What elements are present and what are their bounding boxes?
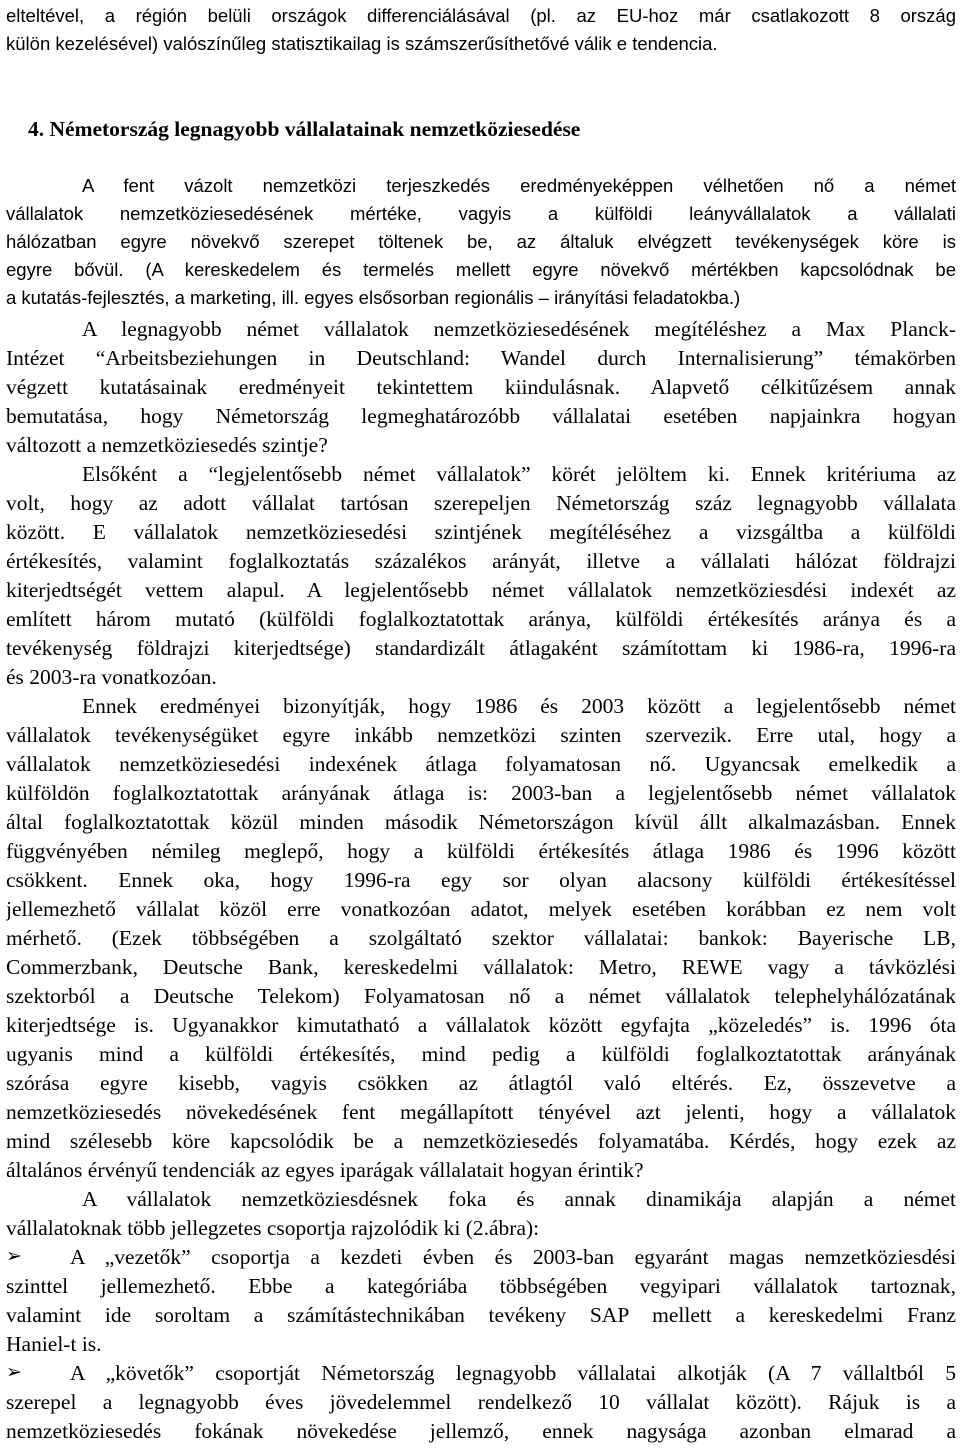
list-item-line: valamint ide soroltam a számítástechnikában tevékeny SAP mellett a kereskedelmi Franz (6, 1303, 956, 1327)
text-line: között. E vállalatok nemzetköziesedési szintjének megítéléséhez a vizsgáltba a külföldi (6, 520, 956, 544)
text-line: a kutatás-fejlesztés, a marketing, ill. egyes elsősorban regionális – irányítási feladatokba.) (6, 287, 741, 308)
text-line: Intézet “Arbeitsbeziehungen in Deutschland: Wandel durch Internalisierung” témakörben (6, 346, 956, 370)
text-line: mind szélesebb köre kapcsolódik be a nemzetköziesedés folyamatába. Kérdés, hogy ezek az (6, 1129, 956, 1153)
text-line: általános érvényű tendenciák az egyes iparágak vállalatait hogyan érintik? (6, 1158, 644, 1182)
text-line: hálózatban egyre növekvő szerepet töltenek be, az általuk elvégzett tevékenységek köre is (6, 231, 956, 252)
section-heading: 4. Németország legnagyobb vállalatainak nemzetköziesedése (28, 117, 581, 141)
text-line: szórása egyre kisebb, vagyis csökken az átlagtól való eltérés. Ez, összevetve a (6, 1071, 956, 1095)
text-line: külföldön foglalkoztatottak arányának átlaga is: 2003-ban a legjelentősebb német vállalatok (6, 781, 956, 805)
text-line: függvényében némileg meglepő, hogy a külföldi értékesítés átlaga 1986 és 1996 között (6, 839, 956, 863)
text-line: Commerzbank, Deutsche Bank, kereskedelmi vállalatok: Metro, REWE vagy a távközlési (6, 955, 956, 979)
list-item-line: szerepel a legnagyobb éves jövedelemmel rendelkező 10 vállalat között). Rájuk is a (6, 1390, 956, 1414)
text-line: egyre bővül. (A kereskedelem és termelés mellett egyre növekvő mértékben kapcsolódnak be (6, 259, 956, 280)
text-line: vállalatok nemzetköziesedési indexének átlaga folyamatosan nő. Ugyancsak emelkedik a (6, 752, 956, 776)
text-line: vállalatok nemzetköziesedésének mértéke, vagyis a külföldi leányvállalatok a vállalati (6, 203, 956, 224)
text-line: által foglalkoztatottak közül minden második Németországon kívül állt alkalmazásban. Ennek (6, 810, 956, 834)
text-line: tevékenység földrajzi kiterjedtsége) standardizált átlagaként számítottam ki 1986-ra, 1996-ra (6, 636, 956, 660)
text-line: ugyanis mind a külföldi értékesítés, mind pedig a külföldi foglalkoztatottak arányának (6, 1042, 956, 1066)
text-line: mérhető. (Ezek többségében a szolgáltató szektor vállalatai: bankok: Bayerische LB, (6, 926, 956, 950)
text-line: említett három mutató (külföldi foglalkoztatottak aránya, külföldi értékesítés aránya és a (6, 607, 956, 631)
bullet-arrow-icon: ➢ (6, 1361, 22, 1383)
text-line: A legnagyobb német vállalatok nemzetköziesedésének megítéléshez a Max Planck- (82, 317, 956, 341)
text-line: Ennek eredményei bizonyítják, hogy 1986 és 2003 között a legjelentősebb német (82, 694, 956, 718)
bullet-arrow-icon: ➢ (6, 1245, 22, 1267)
text-line: változott a nemzetköziesedés szintje? (6, 433, 328, 457)
text-line: vállalatoknak több jellegzetes csoportja rajzolódik ki (2.ábra): (6, 1216, 540, 1240)
text-line: csökkent. Ennek oka, hogy 1996-ra egy sor olyan alacsony külföldi értékesítéssel (6, 868, 956, 892)
text-line: külön kezelésével) valószínűleg statisztikailag is számszerűsíthetővé válik e tendencia. (6, 33, 718, 54)
list-item-line: A „vezetők” csoportja a kezdeti évben és 2003-ban egyaránt magas nemzetköziesdési (70, 1245, 956, 1269)
list-item-line: A „követők” csoportját Németország legnagyobb vállalatai alkotják (A 7 vállaltból 5 (70, 1361, 956, 1385)
text-line: kiterjedtségét vettem alapul. A legjelentősebb német vállalatok nemzetköziesdési indexét az (6, 578, 956, 602)
text-line: értékesítés, valamint foglalkoztatás százalékos arányát, illetve a vállalati hálózat földrajzi (6, 549, 956, 573)
text-line: szektorból a Deutsche Telekom) Folyamatosan nő a német vállalatok telephelyhálózatának (6, 984, 956, 1008)
list-item-line: Haniel-t is. (6, 1332, 102, 1356)
text-line: és 2003-ra vonatkozóan. (6, 665, 217, 689)
list-item-line: nemzetköziesedés fokának növekedése jellemző, ennek nagysága azonban elmarad a (6, 1419, 956, 1443)
text-line: nemzetköziesedés növekedésének fent megállapított tényével azt jelenti, hogy a vállalatok (6, 1100, 956, 1124)
list-item-line: szinttel jellemezhető. Ebbe a kategóriába többségében vegyipari vállalatok tartoznak, (6, 1274, 956, 1298)
text-line: jellemezhető vállalat közöl erre vonatkozóan adatot, melyek esetében korábban ez nem volt (6, 897, 956, 921)
text-line: vállalatok tevékenységüket egyre inkább nemzetközi szinten szervezik. Erre utal, hogy a (6, 723, 956, 747)
text-line: volt, hogy az adott vállalat tartósan szerepeljen Németország száz legnagyobb vállalata (6, 491, 956, 515)
text-line: végzett kutatásainak eredményeit tekintettem kiindulásnak. Alapvető célkitűzésem annak (6, 375, 956, 399)
text-line: Elsőként a “legjelentősebb német vállalatok” körét jelöltem ki. Ennek kritériuma az (82, 462, 956, 486)
text-line: elteltével, a régión belüli országok differenciálásával (pl. az EU-hoz már csatlakozott 8 ország (6, 5, 956, 26)
text-line: A vállalatok nemzetköziesdésnek foka és annak dinamikája alapján a német (82, 1187, 956, 1211)
text-line: kiterjedtsége is. Ugyanakkor kimutatható a vállalatok között egyfajta „közeledés” is. 1996 óta (6, 1013, 956, 1037)
text-line: bemutatása, hogy Németország legmeghatározóbb vállalatai esetében napjainkra hogyan (6, 404, 956, 428)
text-line: A fent vázolt nemzetközi terjeszkedés eredményeképpen vélhetően nő a német (82, 175, 956, 196)
